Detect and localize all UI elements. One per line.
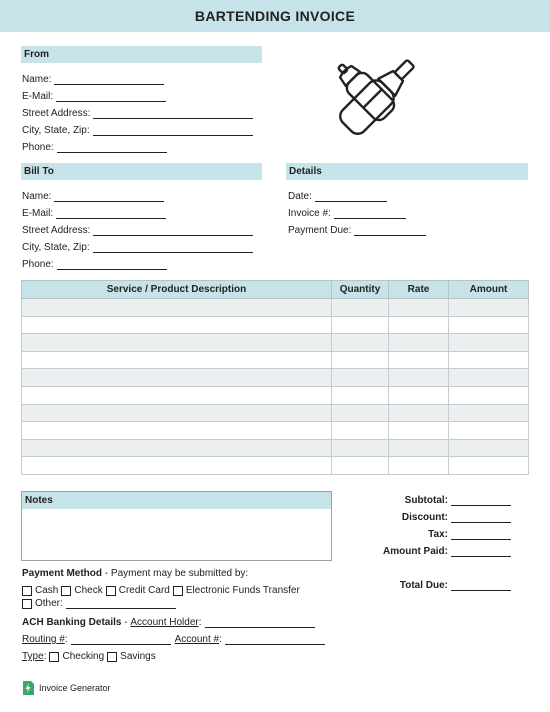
cell[interactable] [449,334,529,352]
from-city-field[interactable] [22,125,253,136]
payment-due-label: Payment Due: [288,225,352,236]
table-row [22,351,529,369]
payment-method-label: Payment Method [22,568,103,579]
cell[interactable] [332,316,389,334]
checking-checkbox[interactable] [49,652,59,662]
cell[interactable] [332,404,389,422]
account-type-row [22,651,156,662]
amount-paid-field[interactable] [383,546,511,557]
account-number-label: Account # [174,634,220,645]
cell[interactable] [449,457,529,475]
table-row [22,439,529,457]
brand-footer[interactable] [22,681,111,695]
discount-field[interactable] [402,512,511,523]
ach-numbers-row [22,634,325,645]
from-street-line[interactable] [93,109,253,119]
cell[interactable] [22,316,332,334]
account-holder-line[interactable] [205,618,315,628]
from-email-line[interactable] [56,92,166,102]
other-label: Other: [35,598,63,609]
cell[interactable] [389,404,449,422]
cell[interactable] [389,457,449,475]
from-name-label: Name: [22,74,52,85]
from-name-line[interactable] [54,75,164,85]
payment-options-row [22,585,300,596]
other-line[interactable] [66,599,176,609]
bill-phone-line[interactable] [57,260,167,270]
table-row [22,316,529,334]
cell[interactable] [332,422,389,440]
from-email-field[interactable] [22,91,166,102]
invoice-title: BARTENDING INVOICE [194,8,356,24]
from-phone-line[interactable] [57,143,167,153]
checking-label: Checking [62,651,105,662]
table-row [22,422,529,440]
subtotal-field[interactable] [405,495,511,506]
invoice-number-label: Invoice #: [288,208,331,219]
cell[interactable] [449,369,529,387]
cell[interactable] [449,422,529,440]
bill-city-line[interactable] [93,243,253,253]
cell[interactable] [389,351,449,369]
total-due-field[interactable] [400,580,511,591]
account-holder-colon: : [198,617,202,628]
bill-name-field[interactable] [22,191,164,202]
tax-label: Tax: [428,529,448,540]
cell[interactable] [449,439,529,457]
table-row [22,299,529,317]
check-checkbox[interactable] [61,586,71,596]
cell[interactable] [449,316,529,334]
cell[interactable] [22,439,332,457]
cell[interactable] [22,351,332,369]
account-number-colon: : [219,634,222,645]
amount-paid-label: Amount Paid: [383,546,448,557]
line-items-table [21,280,529,475]
total-due-label: Total Due: [399,580,448,591]
from-phone-field[interactable] [22,142,167,153]
from-street-label: Street Address: [22,108,91,119]
bill-phone-label: Phone: [22,259,54,270]
savings-label: Savings [120,651,156,662]
bill-email-label: E-Mail: [22,208,54,219]
from-heading: From [21,46,262,63]
brand-name: Invoice Generator [39,683,111,693]
routing-line[interactable] [71,635,171,645]
eft-checkbox[interactable] [173,586,183,596]
cell[interactable] [389,334,449,352]
cash-label: Cash [35,585,59,596]
ach-holder-row [22,617,315,628]
cell[interactable] [449,299,529,317]
from-name-field[interactable] [22,74,164,85]
table-row [22,404,529,422]
from-phone-label: Phone: [22,142,54,153]
table-row [22,369,529,387]
payment-due-line[interactable] [354,226,426,236]
cell[interactable] [22,299,332,317]
cell[interactable] [22,404,332,422]
eft-label: Electronic Funds Transfer [185,585,300,596]
tax-field[interactable] [428,529,511,540]
details-heading: Details [286,163,528,180]
ach-dash: - [121,617,131,628]
col-amount: Amount [449,281,529,299]
bill-name-line[interactable] [54,192,164,202]
cell[interactable] [332,457,389,475]
subtotal-label: Subtotal: [404,495,448,506]
type-label: Type [22,651,44,662]
savings-checkbox[interactable] [107,652,117,662]
from-street-field[interactable] [22,108,253,119]
cell[interactable] [389,386,449,404]
payment-method-title [22,568,248,579]
payment-due-field[interactable] [288,225,426,236]
other-checkbox[interactable] [22,599,32,609]
bill-phone-field[interactable] [22,259,167,270]
bill-city-label: City, State, Zip: [22,242,90,253]
notes-box[interactable] [21,491,332,561]
cocktail-shaker-icon [326,52,422,148]
cell[interactable] [389,439,449,457]
col-rate: Rate [389,281,449,299]
cell[interactable] [22,386,332,404]
cell[interactable] [449,351,529,369]
ach-title: ACH Banking Details [22,617,122,628]
cell[interactable] [22,457,332,475]
other-payment-row [22,598,176,609]
date-field[interactable] [288,191,387,202]
cell[interactable] [332,334,389,352]
table-row [22,457,529,475]
payment-method-subtitle: - Payment may be submitted by: [102,568,249,579]
total-due-line[interactable] [451,581,511,591]
discount-label: Discount: [401,512,448,523]
cell[interactable] [332,299,389,317]
cash-checkbox[interactable] [22,586,32,596]
cell[interactable] [332,351,389,369]
cell[interactable] [22,334,332,352]
amount-paid-line[interactable] [451,547,511,557]
cell[interactable] [22,422,332,440]
bill-street-line[interactable] [93,226,253,236]
account-number-line[interactable] [225,635,325,645]
tax-line[interactable] [451,530,511,540]
table-header-row [22,281,529,299]
cell[interactable] [332,369,389,387]
cell[interactable] [389,299,449,317]
bill-city-field[interactable] [22,242,253,253]
account-holder-label: Account Holder [130,617,199,628]
col-quantity: Quantity [332,281,389,299]
bill-to-heading: Bill To [21,163,262,180]
cell[interactable] [449,404,529,422]
discount-line[interactable] [451,513,511,523]
type-colon: : [43,651,47,662]
routing-colon: : [64,634,68,645]
invoice-number-field[interactable] [288,208,406,219]
bill-email-field[interactable] [22,208,166,219]
credit-card-label: Credit Card [118,585,170,596]
cell[interactable] [449,386,529,404]
bill-street-field[interactable] [22,225,253,236]
notes-heading: Notes [22,492,331,509]
subtotal-line[interactable] [451,496,511,506]
routing-label: Routing # [22,634,65,645]
table-row [22,386,529,404]
date-line[interactable] [315,192,387,202]
table-row [22,334,529,352]
credit-card-checkbox[interactable] [106,586,116,596]
check-label: Check [74,585,103,596]
invoice-number-line[interactable] [334,209,406,219]
from-city-line[interactable] [93,126,253,136]
cell[interactable] [22,369,332,387]
cell[interactable] [332,386,389,404]
date-label: Date: [288,191,312,202]
bill-street-label: Street Address: [22,225,91,236]
cell[interactable] [332,439,389,457]
lightning-document-icon [22,681,34,695]
cell[interactable] [389,369,449,387]
bill-email-line[interactable] [56,209,166,219]
col-description: Service / Product Description [22,281,332,299]
bill-name-label: Name: [22,191,52,202]
cell[interactable] [389,422,449,440]
title-bar [0,0,550,32]
from-city-label: City, State, Zip: [22,125,90,136]
from-email-label: E-Mail: [22,91,54,102]
cell[interactable] [389,316,449,334]
